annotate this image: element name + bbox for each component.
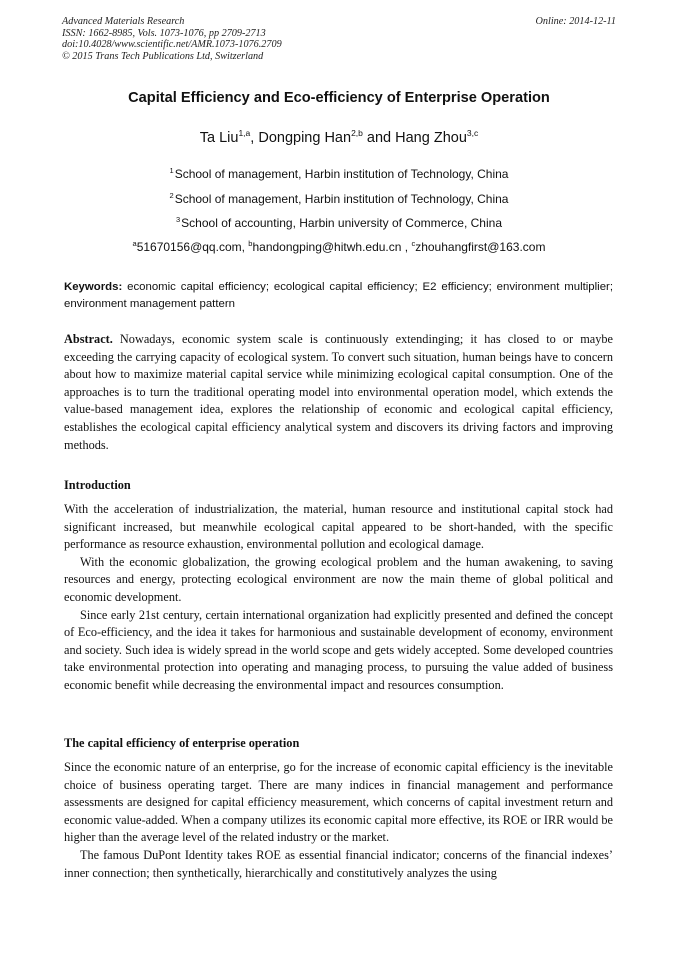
affiliation-text: School of management, Harbin institution of Technology, China	[174, 167, 509, 181]
section-heading: The capital efficiency of enterprise operation	[64, 736, 300, 750]
affiliation-number: 2	[169, 191, 174, 200]
email-address[interactable]: zhouhangfirst@163.com	[415, 240, 546, 254]
email-superscript: c	[411, 239, 416, 248]
journal-header	[62, 16, 616, 62]
author-separator: ,	[250, 130, 259, 146]
issn-line: ISSN: 1662-8985, Vols. 1073-1076, pp 2709-2713	[62, 27, 266, 39]
paper-title: Capital Efficiency and Eco-efficiency of Enterprise Operation	[128, 90, 550, 106]
author-name: Dongping Han	[258, 130, 352, 146]
author-name: Ta Liu	[199, 130, 239, 146]
paragraph: With the economic globalization, the growing ecological problem and the human awakening, to saving resources and energy, protecting ecological environment are now the main theme of global political and economic development.	[64, 554, 613, 604]
author-name: Hang Zhou	[395, 130, 467, 146]
email-superscript: a	[132, 239, 137, 248]
affiliation-1	[40, 167, 638, 181]
author-superscript: 3,c	[466, 128, 479, 138]
introduction-heading: Introduction	[64, 478, 131, 492]
email-address[interactable]: 51670156@qq.com	[136, 240, 242, 254]
section-body	[64, 759, 613, 882]
affiliation-3	[40, 216, 638, 230]
email-address[interactable]: handongping@hitwh.edu.cn	[252, 240, 402, 254]
author-superscript: 1,a	[238, 128, 251, 138]
affiliation-number: 1	[169, 166, 174, 175]
copyright-line: © 2015 Trans Tech Publications Ltd, Switzerland	[62, 50, 264, 62]
keywords	[64, 279, 613, 313]
online-date: Online: 2014-12-11	[535, 16, 616, 27]
author-conjunction: and	[362, 130, 396, 146]
author-list	[40, 130, 638, 146]
journal-name: Advanced Materials Research	[62, 16, 185, 27]
affiliation-number: 3	[176, 215, 181, 224]
email-list: $^a$51670156@qq.com, $^b$handongping@hitwh.edu.cn , $^c$zhouhangfirst@163.com	[132, 239, 546, 254]
abstract-text: Nowadays, economic system scale is continuously extendinging; it has closed to or maybe exceeding the carrying capacity of ecological system. To convert such situation, human beings have to concern about how to maximize material capital service while minimizing ecological capital consumption. One of the approaches is to turn the traditional operating model into environmental operation model, which extends the value-based management idea, explores the relationship of economic and ecological capital efficiency, establishes the ecological capital efficiency analytical system and discovers its driving factors and improving methods.	[64, 332, 613, 452]
email-superscript: b	[248, 239, 253, 248]
abstract-label: Abstract.	[64, 332, 113, 346]
abstract	[64, 331, 613, 454]
affiliation-text: School of accounting, Harbin university of Commerce, China	[181, 216, 502, 230]
doi-line: doi:10.4028/www.scientific.net/AMR.1073-1076.2709	[62, 39, 282, 50]
paragraph: With the acceleration of industrialization, the material, human resource and institutional capital stock had significant increased, but meanwhile ecological capital appeared to be short-handed, with the specific performance as resource exhaustion, environmental pollution and ecological damage.	[64, 502, 613, 552]
keywords-text: economic capital efficiency; ecological capital efficiency; E2 efficiency; environment multiplier; environment management pattern	[64, 281, 613, 310]
paragraph: The famous DuPont Identity takes ROE as essential financial indicator; concerns of the financial indexes’ inner connection; then synthetically, hierarchically and constitutively analyzes the using	[64, 847, 613, 880]
affiliation-2	[40, 192, 638, 206]
keywords-label: Keywords:	[64, 281, 123, 293]
paragraph: Since early 21st century, certain international organization had explicitly presented and defined the concept of Eco-efficiency, and the idea it takes for harmonious and sustainable development of economy, environment and society. Such idea is widely spread in the world scope and gets widely accepted. Some developed countries take environmental protection into operating and managing process, to pursuing the value added of business economic benefit while decreasing the environmental impact and resources consumption.	[64, 607, 613, 692]
author-superscript: 2,b	[351, 128, 363, 138]
introduction-body	[64, 501, 613, 695]
affiliation-text: School of management, Harbin institution of Technology, China	[174, 192, 509, 206]
paragraph: Since the economic nature of an enterprise, go for the increase of economic capital efficiency is the inevitable choice of business operating target. There are many indices in financial management and performance assessments are designed for capital efficiency measurement, which concerns of capital investment return and economic value-added. When a company utilizes its economic capital more effective, its ROE or IRR would be higher than the average level of the related industry or the market.	[64, 760, 613, 845]
